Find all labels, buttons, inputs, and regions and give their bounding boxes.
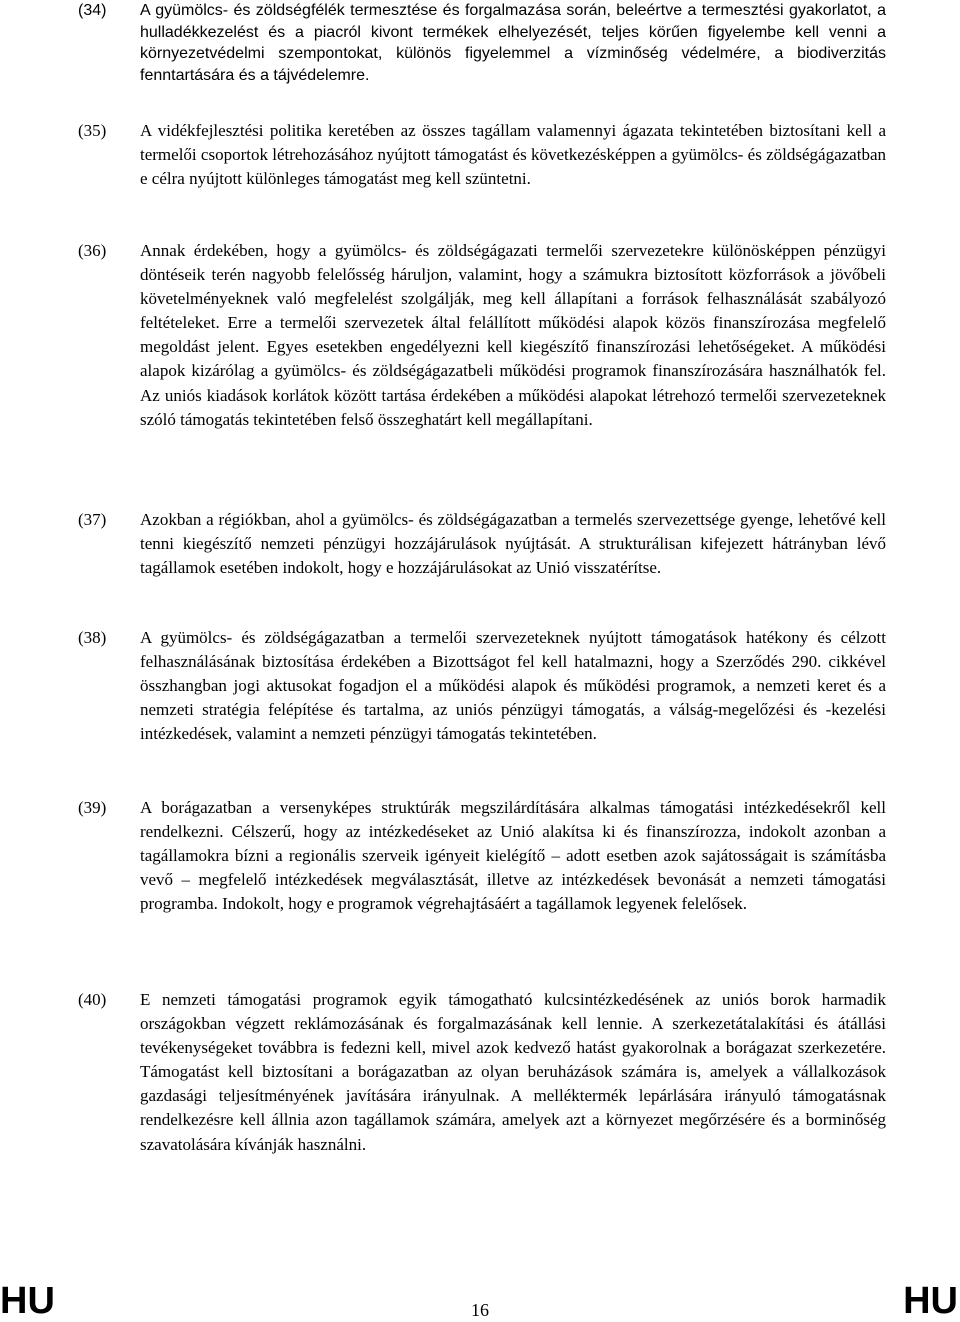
- recital-number: (35): [78, 121, 107, 140]
- recital-40: [78, 988, 886, 1157]
- recital-34: [78, 0, 886, 86]
- recital-39: [78, 796, 886, 916]
- recital-37: [78, 508, 886, 580]
- recital-text: A vidékfejlesztési politika keretében az összes tagállam valamennyi ágazata tekintetében biztosítani kell a termelői csoportok létrehozásához nyújtott támogatást és következésképpen a gyümölcs- és zöldségágazatban e célra nyújtott különleges támogatást meg kell szüntetni.: [140, 121, 886, 189]
- recital-number: (37): [78, 510, 107, 529]
- recital-number: (34): [78, 2, 107, 19]
- recital-text: Azokban a régiókban, ahol a gyümölcs- és zöldségágazatban a termelés szervezettsége gyenge, lehetővé kell tenni kiegészítő nemzeti pénzügyi hozzájárulások nyújtását. A strukturálisan kifejezett hátrányban lévő tagállamok esetében indokolt, hogy e hozzájárulásokat az Unió visszatérítse.: [140, 510, 886, 578]
- footer-language-code-right: HU: [903, 1280, 958, 1322]
- recital-36: [78, 239, 886, 432]
- recital-number: (38): [78, 628, 107, 647]
- page-number: 16: [471, 1300, 489, 1320]
- recital-text: A borágazatban a versenyképes struktúrák megszilárdítására alkalmas támogatási intézkedésekről kell rendelkezni. Célszerű, hogy az intézkedéseket az Unió alakítsa ki és finanszírozza, indokolt azonban a tagállamokra bízni a regionális szerveik igényeit kielégítő – adott esetben azok sajátosságait is számításba vevő – megfelelő intézkedések megválasztását, illetve az intézkedések bevonását a nemzeti támogatási programba. Indokolt, hogy e programok végrehajtásáért a tagállamok legyenek felelősek.: [140, 798, 886, 914]
- recital-text: E nemzeti támogatási programok egyik támogatható kulcsintézkedésének az uniós borok harmadik országokban végzett reklámozásának és forgalmazásának kell lennie. A szerkezetátalakítási és átállási tevékenységeket továbbra is fedezni kell, mivel azok kedvező hatást gyakorolnak a borágazat szerkezetére. Támogatást kell biztosítani a borágazatban az olyan beruházások számára is, amelyek a vállalkozások gazdasági teljesítményének javítására irányulnak. A melléktermék lepárlására irányuló támogatásnak rendelkezésre kell állnia azon tagállamok számára, amelyek azt a környezet megőrzésére és a borminőség szavatolására kívánják használni.: [140, 990, 886, 1154]
- footer-language-code-left: HU: [0, 1280, 55, 1322]
- recital-text: Annak érdekében, hogy a gyümölcs- és zöldségágazati termelői szervezetekre különösképpen pénzügyi döntéseik terén nagyobb felelősség háruljon, valamint, hogy a számukra biztosított közforrások a jövőbeli követelményeknek való megfelelést szolgálják, meg kell állapítani a források felhasználását szabályozó feltételeket. Erre a termelői szervezetek által felállított működési alapok közös finanszírozása megfelelő megoldást jelent. Egyes esetekben engedélyezni kell kiegészítő finanszírozási lehetőségeket. A működési alapok kizárólag a gyümölcs- és zöldségágazatbeli működési programok finanszírozására használhatók fel. Az uniós kiadások korlátok között tartása érdekében a működési alapokat létrehozó termelői szervezeteknek szóló támogatás tekintetében felső összeghatárt kell megállapítani.: [140, 241, 886, 429]
- recital-35: [78, 119, 886, 191]
- recital-text: A gyümölcs- és zöldségágazatban a termelői szervezeteknek nyújtott támogatások hatékony és célzott felhasználásának biztosítása érdekében a Bizottságot fel kell hatalmazni, hogy a Szerződés 290. cikkével összhangban jogi aktusokat fogadjon el a működési alapok és működési programok, a nemzeti keret és a nemzeti stratégia felépítése és tartalma, az uniós pénzügyi támogatás, a válság-megelőzési és -kezelési intézkedések, valamint a nemzeti pénzügyi támogatás tekintetében.: [140, 628, 886, 744]
- recital-number: (39): [78, 798, 107, 817]
- recital-number: (40): [78, 990, 107, 1009]
- recital-number: (36): [78, 241, 107, 260]
- recital-38: [78, 626, 886, 746]
- recital-text: A gyümölcs- és zöldségfélék termesztése és forgalmazása során, beleértve a termesztési gyakorlatot, a hulladékkezelést és a piacról kivont termékek elhelyezését, teljes körűen figyelembe kell venni a környezetvédelmi szempontokat, különös figyelemmel a vízminőség védelmére, a biodiverzitás fenntartására és a tájvédelemre.: [140, 2, 886, 84]
